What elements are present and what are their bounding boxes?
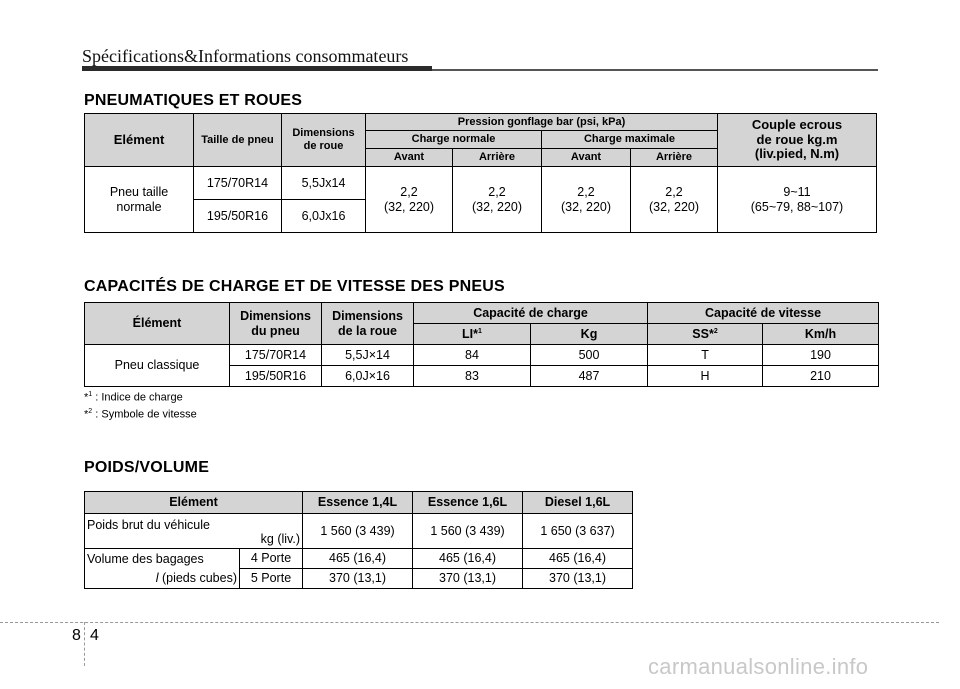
torque-kgm: 9~11 — [783, 185, 811, 200]
header-torque — [718, 114, 877, 167]
torque-value — [718, 167, 877, 233]
luggage-unit-liter: l — [155, 570, 159, 585]
header-tire-size: Taille de pneu — [194, 114, 282, 167]
row-label-gross-weight — [85, 514, 303, 549]
luggage-5-essence-14: 370 (13,1) — [303, 569, 413, 589]
header-wheel-dimensions — [282, 114, 366, 167]
luggage-4-essence-16: 465 (16,4) — [413, 549, 523, 569]
header-wheel-dimensions-line1: Dimensions — [292, 127, 355, 140]
luggage-4-essence-14: 465 (16,4) — [303, 549, 413, 569]
footnote-sup: 1 — [88, 391, 93, 398]
cell-ss: T — [648, 345, 763, 366]
chapter-number: 8 — [72, 627, 81, 644]
header-ss-sup: 2 — [713, 327, 718, 335]
luggage-5-essence-16: 370 (13,1) — [413, 569, 523, 589]
header-normal-load: Charge normale — [366, 131, 542, 149]
footnote-text: : Symbole de vitesse — [92, 408, 197, 421]
header-wheel-dimensions — [322, 303, 414, 345]
row-label-luggage — [85, 549, 240, 589]
cell-li: 83 — [414, 366, 531, 387]
header-max-front: Avant — [542, 149, 631, 167]
pressure-value: 2,2 — [577, 185, 595, 200]
footer-dotted-rule — [0, 622, 939, 623]
wheel-dim-1: 5,5Jx14 — [282, 167, 366, 200]
header-max-rear: Arrière — [631, 149, 718, 167]
row-label-normal-tire — [85, 167, 194, 233]
header-essence-14: Essence 1,4L — [303, 492, 413, 514]
gross-essence-14: 1 560 (3 439) — [303, 514, 413, 549]
header-element: Elément — [85, 492, 303, 514]
cell-kmh: 210 — [763, 366, 879, 387]
footnote-speed-symbol — [84, 408, 197, 421]
header-speed-symbol — [648, 324, 763, 345]
pressure-value: 2,2 — [400, 185, 418, 200]
header-ss-text: SS* — [692, 326, 714, 341]
header-li-text: LI* — [462, 326, 479, 341]
section-title-weight: POIDS/VOLUME — [84, 459, 210, 476]
cell-tire: 195/50R16 — [230, 366, 322, 387]
table-row — [85, 345, 879, 366]
header-wheel-dim-line2: de la roue — [337, 323, 398, 338]
header-element: Elément — [85, 114, 194, 167]
header-li-sup: 1 — [478, 327, 482, 335]
pressure-units: (32, 220) — [383, 199, 435, 214]
header-tire-dim-line2: du pneu — [251, 323, 300, 338]
header-tire-dim-line1: Dimensions — [240, 309, 311, 324]
footer-dotted-divider — [84, 622, 85, 666]
header-normal-front: Avant — [366, 149, 453, 167]
header-element: Élément — [85, 303, 230, 345]
pressure-units: (32, 220) — [471, 199, 523, 214]
header-wheel-dim-line1: Dimensions — [332, 309, 403, 324]
wheel-dim-2: 6,0Jx16 — [282, 200, 366, 233]
cell-ss: H — [648, 366, 763, 387]
cell-kmh: 190 — [763, 345, 879, 366]
header-rule-light — [432, 69, 878, 71]
footnote-mark: * — [84, 408, 89, 421]
luggage-label: Volume des bagages — [87, 552, 204, 566]
footnote-mark: * — [84, 391, 89, 404]
row-label-line1: Pneu taille — [109, 185, 169, 200]
gross-diesel-16: 1 650 (3 637) — [523, 514, 633, 549]
pressure-normal-rear — [453, 167, 542, 233]
weight-volume-table — [84, 491, 633, 589]
tires-wheels-table — [84, 113, 877, 233]
section-title-tires: PNEUMATIQUES ET ROUES — [84, 92, 303, 109]
header-load-capacity: Capacité de charge — [414, 303, 648, 324]
watermark-text: carmanualsonline.info — [648, 654, 869, 679]
cell-li: 84 — [414, 345, 531, 366]
header-torque-line1: Couple ecrous — [751, 116, 843, 132]
gross-weight-unit: kg (liv.) — [260, 531, 301, 546]
page-header-title: Spécifications&Informations consommateurs — [82, 46, 409, 66]
header-pressure: Pression gonflage bar (psi, kPa) — [366, 114, 718, 131]
page-number: 4 — [90, 627, 99, 644]
header-diesel-16: Diesel 1,6L — [523, 492, 633, 514]
cell-kg: 500 — [531, 345, 648, 366]
pressure-max-rear — [631, 167, 718, 233]
luggage-5-door: 5 Porte — [240, 569, 303, 589]
luggage-unit — [156, 571, 237, 585]
luggage-4-door: 4 Porte — [240, 549, 303, 569]
luggage-4-diesel-16: 465 (16,4) — [523, 549, 633, 569]
footnote-sup: 2 — [88, 408, 93, 415]
cell-wheel: 6,0J×16 — [322, 366, 414, 387]
header-wheel-dimensions-line2: de roue — [303, 140, 344, 152]
footnote-text: : Indice de charge — [92, 391, 183, 404]
header-essence-16: Essence 1,6L — [413, 492, 523, 514]
tire-size-2: 195/50R16 — [194, 200, 282, 233]
header-kmh: Km/h — [763, 324, 879, 345]
header-tire-dimensions — [230, 303, 322, 345]
header-kg: Kg — [531, 324, 648, 345]
torque-other-units: (65~79, 88~107) — [750, 199, 844, 214]
gross-essence-16: 1 560 (3 439) — [413, 514, 523, 549]
cell-wheel: 5,5J×14 — [322, 345, 414, 366]
load-speed-table — [84, 302, 879, 387]
row-label-classic-tire: Pneu classique — [85, 345, 230, 387]
luggage-5-diesel-16: 370 (13,1) — [523, 569, 633, 589]
section-title-capacity: CAPACITÉS DE CHARGE ET DE VITESSE DES PNEUS — [84, 278, 505, 295]
header-speed-capacity: Capacité de vitesse — [648, 303, 879, 324]
header-load-index — [414, 324, 531, 345]
pressure-units: (32, 220) — [648, 199, 700, 214]
pressure-normal-front — [366, 167, 453, 233]
pressure-units: (32, 220) — [560, 199, 612, 214]
luggage-unit-rest: (pieds cubes) — [158, 570, 237, 585]
header-torque-line2: de roue kg.m — [756, 131, 838, 147]
header-rule-dark — [82, 66, 432, 71]
gross-weight-label: Poids brut du véhicule — [87, 517, 210, 532]
header-torque-line3: (liv.pied, N.m) — [754, 146, 840, 162]
cell-kg: 487 — [531, 366, 648, 387]
row-label-line2: normale — [116, 199, 162, 214]
tire-size-1: 175/70R14 — [194, 167, 282, 200]
pressure-value: 2,2 — [488, 185, 506, 200]
pressure-max-front — [542, 167, 631, 233]
cell-tire: 175/70R14 — [230, 345, 322, 366]
header-max-load: Charge maximale — [542, 131, 718, 149]
footnote-load-index — [84, 391, 183, 404]
header-normal-rear: Arrière — [453, 149, 542, 167]
pressure-value: 2,2 — [665, 185, 683, 200]
